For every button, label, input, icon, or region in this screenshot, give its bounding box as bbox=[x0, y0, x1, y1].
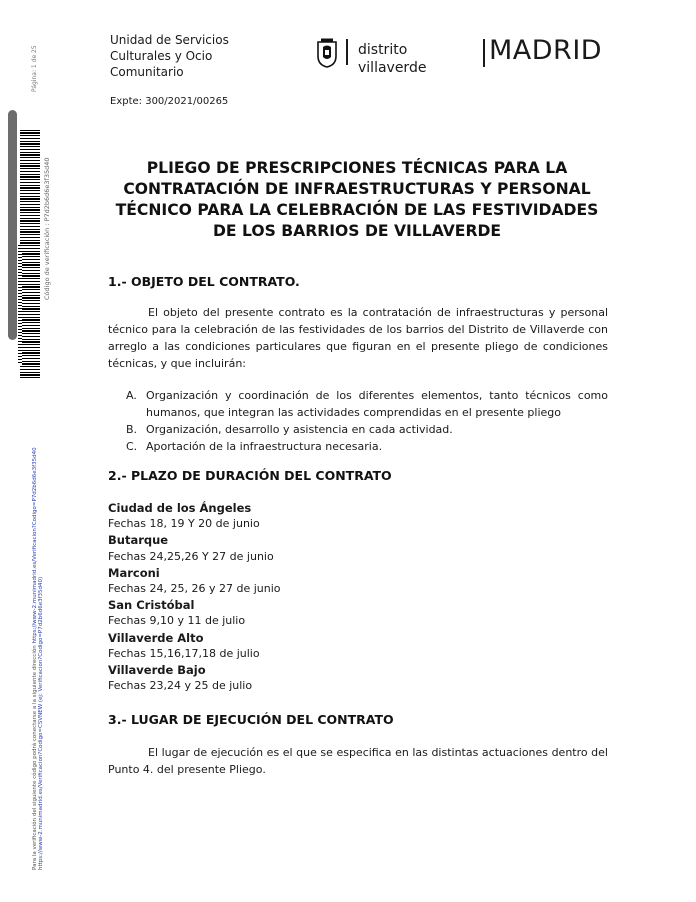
madrid-crest-icon bbox=[316, 38, 338, 68]
barcode bbox=[20, 130, 40, 378]
section-1-body bbox=[108, 304, 608, 372]
barrio-name: Butarque bbox=[108, 533, 169, 548]
disclaimer-text: Para la verificación del siguiente código podrá conectarse a la siguiente dirección bbox=[32, 643, 38, 870]
verification-link-2[interactable]: https://www-2.munimadrid.es/Verificacion?Codigo=CSVNEW (ej: Verificacion?Codigo=P7d2b6d6e3f35d40) bbox=[38, 576, 44, 870]
barrio-name: San Cristóbal bbox=[108, 598, 195, 613]
document-title bbox=[106, 158, 608, 242]
unit-line-3: Comunitario bbox=[110, 65, 184, 79]
list-marker: C. bbox=[126, 440, 138, 453]
barrio-dates: Fechas 24, 25, 26 y 27 de junio bbox=[108, 582, 281, 596]
section-1-list bbox=[126, 387, 608, 455]
section-3-text: El lugar de ejecución es el que se especifica en las distintas actuaciones dentro del Punto 4. del presente Pliego. bbox=[108, 746, 608, 776]
unit-line-2: Culturales y Ocio bbox=[110, 49, 213, 63]
title-line-2: CONTRATACIÓN DE INFRAESTRUCTURAS Y PERSONAL bbox=[123, 180, 591, 198]
verification-code: Código de verificación : P7d2b6d6e3f35d40 bbox=[43, 157, 51, 300]
verification-link[interactable]: https://www-2.munimadrid.es/Verificacion?Codigo=P7d2b6d6e3f35d40 bbox=[32, 447, 38, 644]
file-number: Expte: 300/2021/00265 bbox=[110, 96, 229, 107]
section-3-body bbox=[108, 744, 608, 778]
list-marker: B. bbox=[126, 423, 138, 436]
list-item bbox=[126, 387, 608, 421]
barrio-name: Villaverde Alto bbox=[108, 630, 204, 645]
barrio-dates: Fechas 9,10 y 11 de julio bbox=[108, 614, 246, 628]
list-text: Aportación de la infraestructura necesaria. bbox=[146, 440, 383, 453]
barcode-edge bbox=[18, 245, 22, 365]
section-1-text: El objeto del presente contrato es la contratación de infraestructuras y personal técnico para la celebración de las festividades de los barrios del Distrito de Villaverde con arreglo a las condiciones particulares que figuran en el presente pliego de condiciones técnicas, y que incluirán: bbox=[108, 306, 608, 370]
district-name: villaverde bbox=[358, 60, 427, 76]
barrio-dates: Fechas 15,16,17,18 de julio bbox=[108, 646, 260, 660]
list-text: Organización, desarrollo y asistencia en cada actividad. bbox=[146, 423, 453, 436]
title-line-4: DE LOS BARRIOS DE VILLAVERDE bbox=[212, 222, 502, 240]
list-text: Organización y coordinación de los diferentes elementos, tanto técnicos como humanos, que integran las actividades comprendidas en el presente pliego bbox=[146, 389, 608, 419]
title-line-3: TÉCNICO PARA LA CELEBRACIÓN DE LAS FESTIVIDADES bbox=[115, 201, 599, 219]
scrollbar[interactable] bbox=[8, 110, 17, 340]
district-word: distrito bbox=[358, 42, 408, 58]
barrio-name: Marconi bbox=[108, 565, 160, 580]
title-line-1: PLIEGO DE PRESCRIPCIONES TÉCNICAS PARA LA bbox=[146, 159, 568, 177]
festivities-list bbox=[108, 500, 408, 694]
barrio-name: Villaverde Bajo bbox=[108, 663, 206, 678]
barrio-dates: Fechas 24,25,26 Y 27 de junio bbox=[108, 549, 274, 563]
header-divider bbox=[346, 39, 348, 65]
section-2-heading: 2.- PLAZO DE DURACIÓN DEL CONTRATO bbox=[108, 468, 392, 483]
list-marker: A. bbox=[126, 389, 137, 402]
barrio-name: Ciudad de los Ángeles bbox=[108, 501, 252, 515]
barrio-dates: Fechas 18, 19 Y 20 de junio bbox=[108, 517, 260, 531]
list-item bbox=[126, 438, 608, 455]
page-counter: Página: 1 de 25 bbox=[31, 45, 38, 92]
unit-name bbox=[110, 32, 242, 80]
barrio-dates: Fechas 23,24 y 25 de julio bbox=[108, 679, 253, 693]
verification-disclaimer bbox=[32, 447, 44, 870]
district-logo bbox=[358, 41, 426, 77]
section-3-heading: 3.- LUGAR DE EJECUCIÓN DEL CONTRATO bbox=[108, 712, 394, 727]
section-1-heading: 1.- OBJETO DEL CONTRATO. bbox=[108, 274, 300, 289]
unit-line-1: Unidad de Servicios bbox=[110, 33, 229, 47]
list-item bbox=[126, 421, 608, 438]
city-divider bbox=[483, 39, 485, 67]
city-logo: MADRID bbox=[489, 35, 603, 66]
